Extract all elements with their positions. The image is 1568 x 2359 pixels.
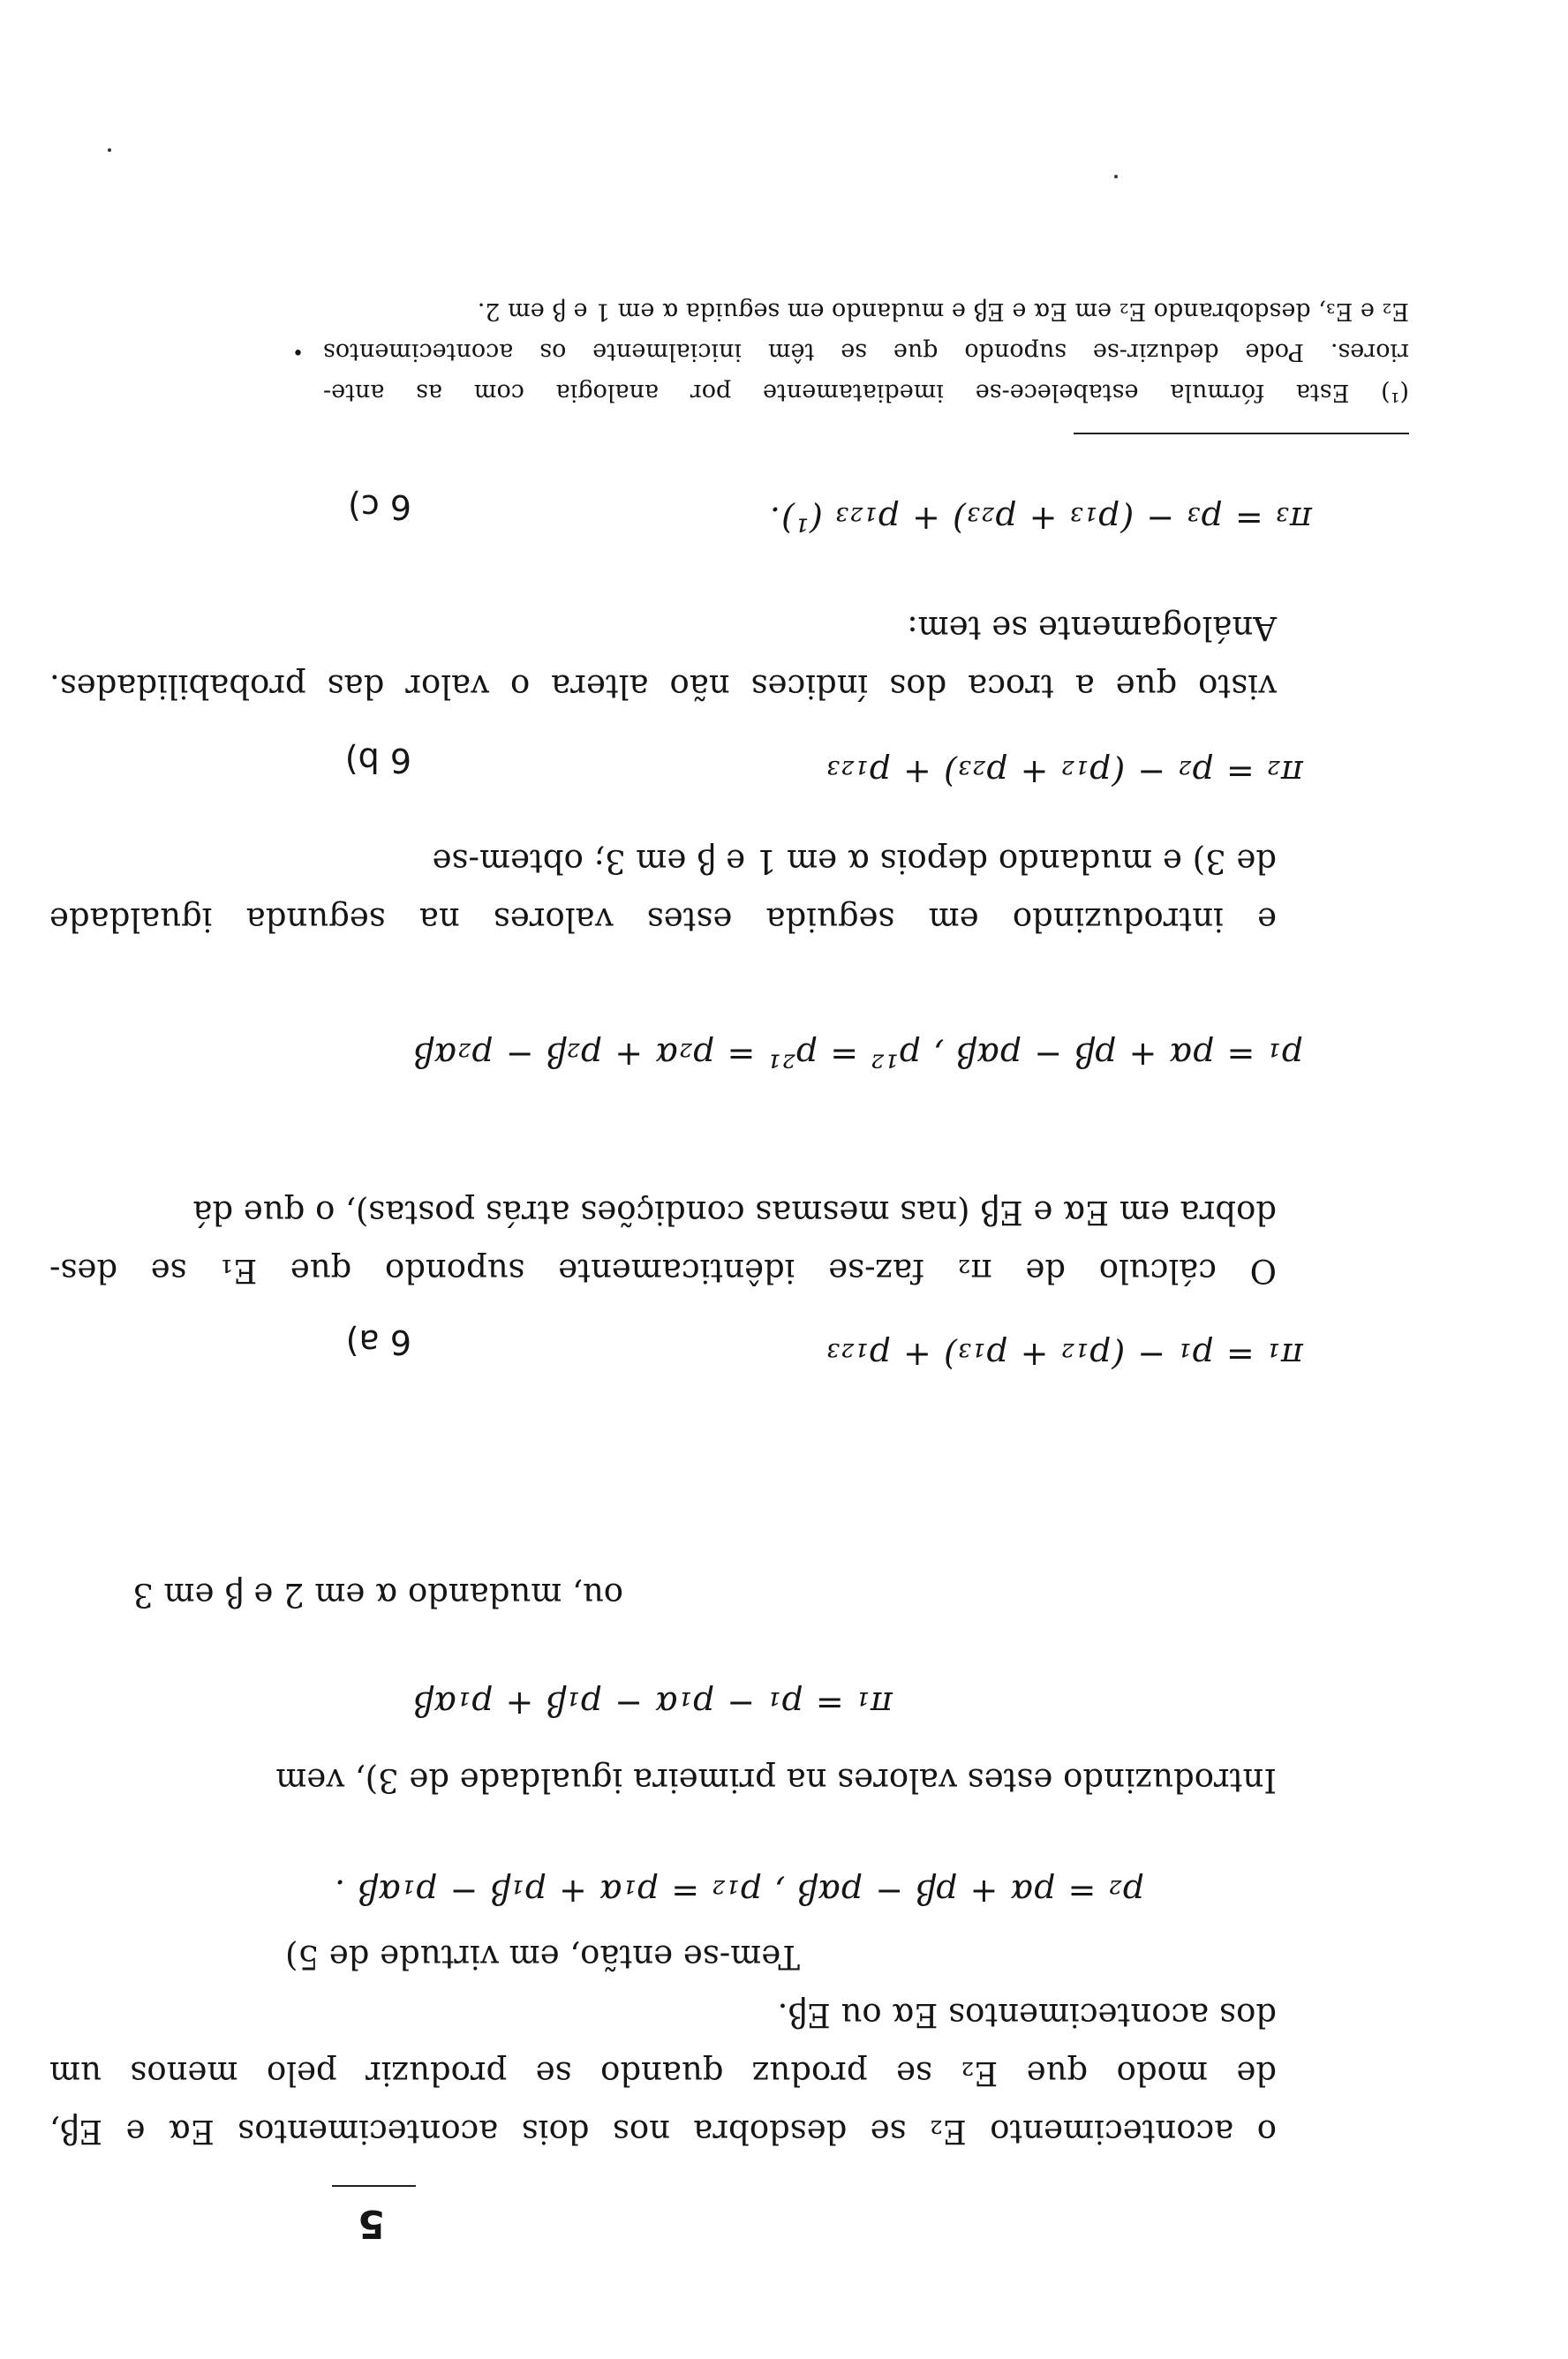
footnote-rule — [1074, 433, 1409, 434]
paragraph-6 — [49, 832, 1277, 948]
paragraph-5 — [49, 1183, 1277, 1300]
footnote — [323, 290, 1409, 412]
footnote-line: E₂ e E₃, desdobrando E₂ em Eα e Eβ e mudando em seguida α em 1 e β em 2. — [477, 298, 1409, 325]
text-line: de 3) e mudando depois α em 1 e β em 3; obtem-se — [432, 842, 1277, 880]
text-line: Introduzindo estes valores na primeira igualdade de 3), vem — [275, 1761, 1277, 1799]
page-number: 5 — [358, 2201, 385, 2246]
paragraph-7 — [49, 599, 1277, 715]
text-line: visto que a troca dos índices não altera o valor das probabilidades. — [49, 667, 1277, 705]
equation-6c: π₃ = p₃ − (p₁₃ + p₂₃) + p₁₂₃ (¹). — [768, 500, 1312, 539]
text-line: dos acontecimentos Eα ou Eβ. — [777, 1996, 1277, 2034]
equation-6a-label: 6 a) — [345, 1323, 411, 1361]
equation-6a: π₁ = p₁ − (p₁₂ + p₁₃) + p₁₂₃ — [825, 1336, 1303, 1375]
text-line: Tem-se então, em virtude de 5) — [285, 1938, 800, 1976]
margin-mark: • — [292, 340, 304, 362]
scan-speck — [1114, 175, 1118, 178]
scan-speck — [108, 148, 111, 152]
text-line: de modo que E₂ se produz quando se produzir pelo menos um — [49, 2054, 1277, 2092]
header-rule — [332, 2185, 416, 2187]
paragraph-1 — [49, 1986, 1277, 2160]
equation-3: p₁ = pα + pβ − pαβ , p¹² = p²¹ = p₂α + p₂β − p₂αβ — [412, 1036, 1303, 1074]
footnote-line: riores. Pode deduzir-se supondo que se têm inicialmente os acontecimentos — [323, 338, 1409, 366]
paragraph-3 — [49, 1751, 1277, 1809]
text-line: ou, mudando α em 2 e β em 3 — [132, 1576, 623, 1614]
equation-2: π₁ = p₁ − p₁α − p₁β + p₁αβ — [412, 1684, 893, 1723]
paragraph-4 — [49, 1565, 623, 1624]
text-line: dobra em Eα e Eβ (nas mesmas condições atrás postas), o que dá — [192, 1194, 1277, 1232]
footnote-line: (¹) Esta fórmula estabelece-se imediatamente por analogia com as ante- — [323, 379, 1409, 406]
equation-6c-label: 6 c) — [348, 487, 411, 526]
equation-6b: π₂ = p₂ − (p₁₂ + p₂₃) + p₁₂₃ — [825, 753, 1303, 792]
equation-6b-label: 6 b) — [344, 741, 411, 780]
text-line: Análogamente se tem: — [907, 609, 1277, 647]
text-line: O cálculo de π₂ faz-se idênticamente supondo que E₁ se des- — [49, 1252, 1277, 1290]
text-line: o acontecimento E₂ se desdobra nos dois acontecimentos Eα e Eβ, — [49, 2113, 1277, 2151]
text-line: e introduzindo em seguida estes valores na segunda igualdade — [49, 901, 1277, 938]
paragraph-2 — [49, 1927, 800, 1986]
equation-1: p₂ = pα + pβ − pαβ , p₁₂ = p₁α + p₁β − p₁αβ . — [334, 1873, 1144, 1911]
